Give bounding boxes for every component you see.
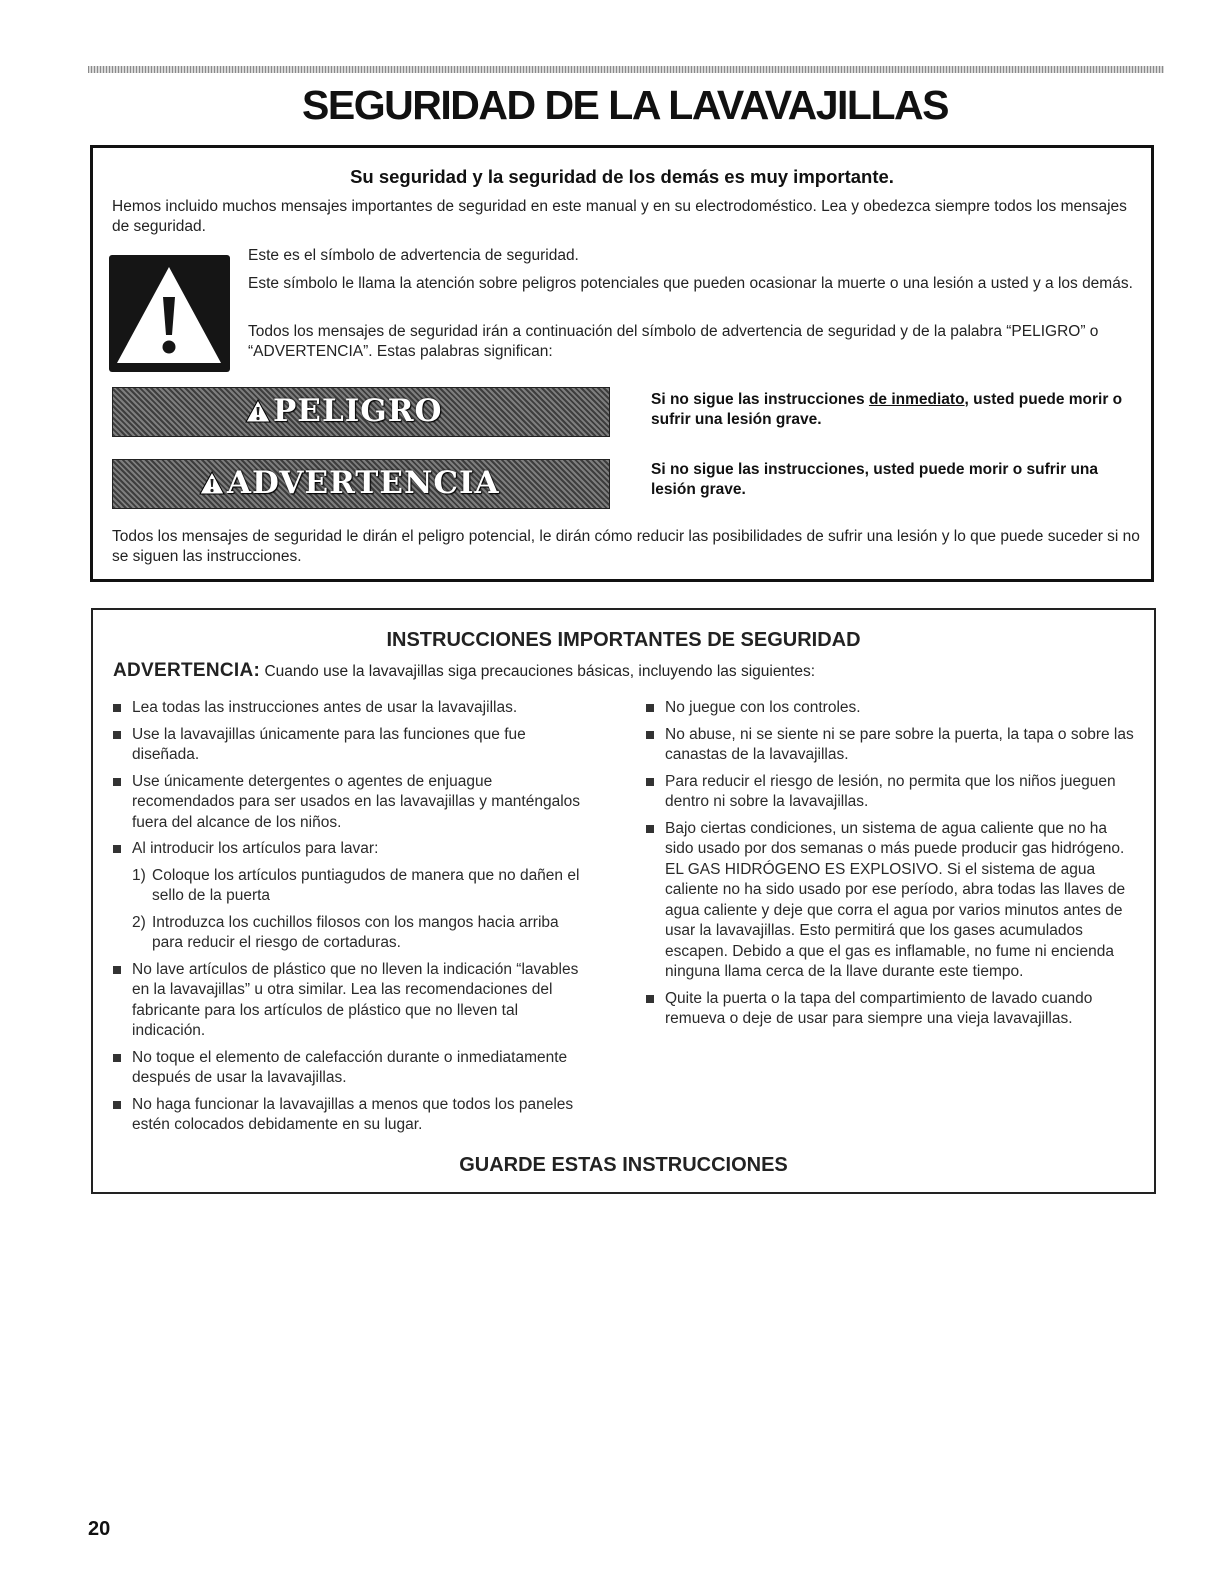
safety-message-box <box>90 145 1154 582</box>
list-item <box>113 772 593 834</box>
instructions-right-column <box>646 698 1136 1036</box>
page-title: SEGURIDAD DE LA LAVAVAJILLAS <box>302 82 948 128</box>
definition-text: Si no sigue las instrucciones <box>651 391 869 408</box>
list-item-text: Quite la puerta o la tapa del compartimiento de lavado cuando remueva o deje de usar para siempre una vieja lavavajillas. <box>665 989 1093 1027</box>
bullet-icon <box>646 731 654 739</box>
list-item <box>646 989 1136 1030</box>
bullet-icon <box>113 731 121 739</box>
bullet-icon <box>646 778 654 786</box>
bullet-icon <box>646 704 654 712</box>
definition-text: , usted puede morir o sufrir una lesión grave. <box>651 391 1123 428</box>
warning-line <box>113 660 1133 682</box>
danger-signal-banner <box>112 387 610 437</box>
bullet-icon <box>113 704 121 712</box>
bullet-icon <box>646 825 654 833</box>
symbol-description: Este símbolo le llama la atención sobre peligros potenciales que pueden ocasionar la muerte o una lesión a usted y a los demás. <box>248 275 1133 292</box>
list-item-text: Para reducir el riesgo de lesión, no permita que los niños jueguen dentro ni sobre la lavavajillas. <box>665 772 1116 810</box>
header-rule <box>88 66 1164 73</box>
sub-list-item <box>113 913 593 954</box>
danger-signal-word: PELIGRO <box>273 393 443 429</box>
symbol-description: Este es el símbolo de advertencia de seguridad. <box>248 247 579 264</box>
definition-emphasis: de inmediato <box>868 391 965 408</box>
safety-closing: Todos los mensajes de seguridad le dirán el peligro potencial, le dirán cómo reducir las posibilidades de sufrir una lesión y lo que puede suceder si no se siguen las instrucciones. <box>112 528 1140 565</box>
list-item-text: No lave artículos de plástico que no lleven la indicación “lavables en la lavavajillas” u otra similar. Lea las recomendaciones del fabricante para los artículos de plástico que no lleven tal indicación. <box>132 960 579 1039</box>
list-item <box>113 960 593 1042</box>
safety-box-heading: Su seguridad y la seguridad de los demás es muy importante. <box>350 166 894 187</box>
warning-text: Cuando use la lavavajillas siga precauciones básicas, incluyendo las siguientes: <box>260 663 816 680</box>
list-item-text: No toque el elemento de calefacción durante o inmediatamente después de usar la lavavajillas. <box>132 1048 568 1086</box>
list-item <box>113 1048 593 1089</box>
warning-definition: Si no sigue las instrucciones, usted puede morir o sufrir una lesión grave. <box>651 461 1099 498</box>
list-item-text: Use únicamente detergentes o agentes de enjuague recomendados para ser usados en las lavavajillas y manténgalos fuera del alcance de los niños. <box>132 772 581 831</box>
bullet-icon <box>646 995 654 1003</box>
list-item <box>113 698 593 719</box>
list-item <box>646 819 1136 983</box>
important-instructions-box <box>91 608 1156 1194</box>
bullet-icon <box>113 845 121 853</box>
sub-list-item <box>113 866 593 907</box>
page-number: 20 <box>88 1518 111 1540</box>
list-item <box>113 1095 593 1136</box>
step-text: Introduzca los cuchillos filosos con los mangos hacia arriba para reducir el riesgo de cortaduras. <box>152 913 559 951</box>
safety-intro: Hemos incluido muchos mensajes importantes de seguridad en este manual y en su electrodoméstico. Lea y obedezca siempre todos los mensajes de seguridad. <box>112 198 1127 235</box>
list-item-text: No juegue con los controles. <box>665 699 861 716</box>
list-item-text: No haga funcionar la lavavajillas a menos que todos los paneles estén colocados debidamente en su lugar. <box>132 1095 574 1133</box>
list-item-text: Lea todas las instrucciones antes de usar la lavavajillas. <box>132 699 518 716</box>
symbol-description: Todos los mensajes de seguridad irán a continuación del símbolo de advertencia de seguridad y de la palabra “PELIGRO” o “ADVERTENCIA”. Estas palabras significan: <box>248 323 1099 360</box>
list-item-text: Use la lavavajillas únicamente para las funciones que fue diseñada. <box>132 725 526 763</box>
list-item <box>113 725 593 766</box>
bullet-icon <box>113 778 121 786</box>
warning-label: ADVERTENCIA: <box>113 660 261 681</box>
list-item-text: Al introducir los artículos para lavar: <box>132 840 379 857</box>
list-item <box>646 725 1136 766</box>
step-number: 1) <box>132 866 146 884</box>
step-text: Coloque los artículos puntiagudos de manera que no dañen el sello de la puerta <box>152 866 580 904</box>
bullet-icon <box>113 1054 121 1062</box>
alert-triangle-icon <box>199 471 225 495</box>
save-instructions-footer: GUARDE ESTAS INSTRUCCIONES <box>459 1154 788 1176</box>
bullet-icon <box>113 1101 121 1109</box>
list-item-text: Bajo ciertas condiciones, un sistema de agua caliente que no ha sido usado por dos semanas o más puede producir gas hidrógeno. EL GAS HIDRÓGENO ES EXPLOSIVO. Si el sistema de agua caliente no ha sido usado por ese período, abra todas las llaves de agua caliente y deje que corra el agua por varios minutos antes de usar la lavavajillas. Esto permitirá que los gases acumulados escapen. Debido a que el gas es inflamable, no fume ni encienda ninguna llama cerca de la llave durante este tiempo. <box>665 819 1126 980</box>
list-item <box>646 698 1136 719</box>
instructions-heading: INSTRUCCIONES IMPORTANTES DE SEGURIDAD <box>386 629 861 651</box>
bullet-icon <box>113 966 121 974</box>
warning-signal-word: ADVERTENCIA <box>227 465 500 501</box>
safety-alert-icon <box>109 255 230 372</box>
instructions-left-column <box>113 698 593 1142</box>
list-item-text: No abuse, ni se siente ni se pare sobre la puerta, la tapa o sobre las canastas de la lavavajillas. <box>665 725 1134 763</box>
list-item <box>113 839 593 860</box>
step-number: 2) <box>132 913 146 931</box>
alert-triangle-icon <box>245 399 271 423</box>
danger-definition <box>651 390 1141 430</box>
list-item <box>646 772 1136 813</box>
warning-signal-banner <box>112 459 610 509</box>
